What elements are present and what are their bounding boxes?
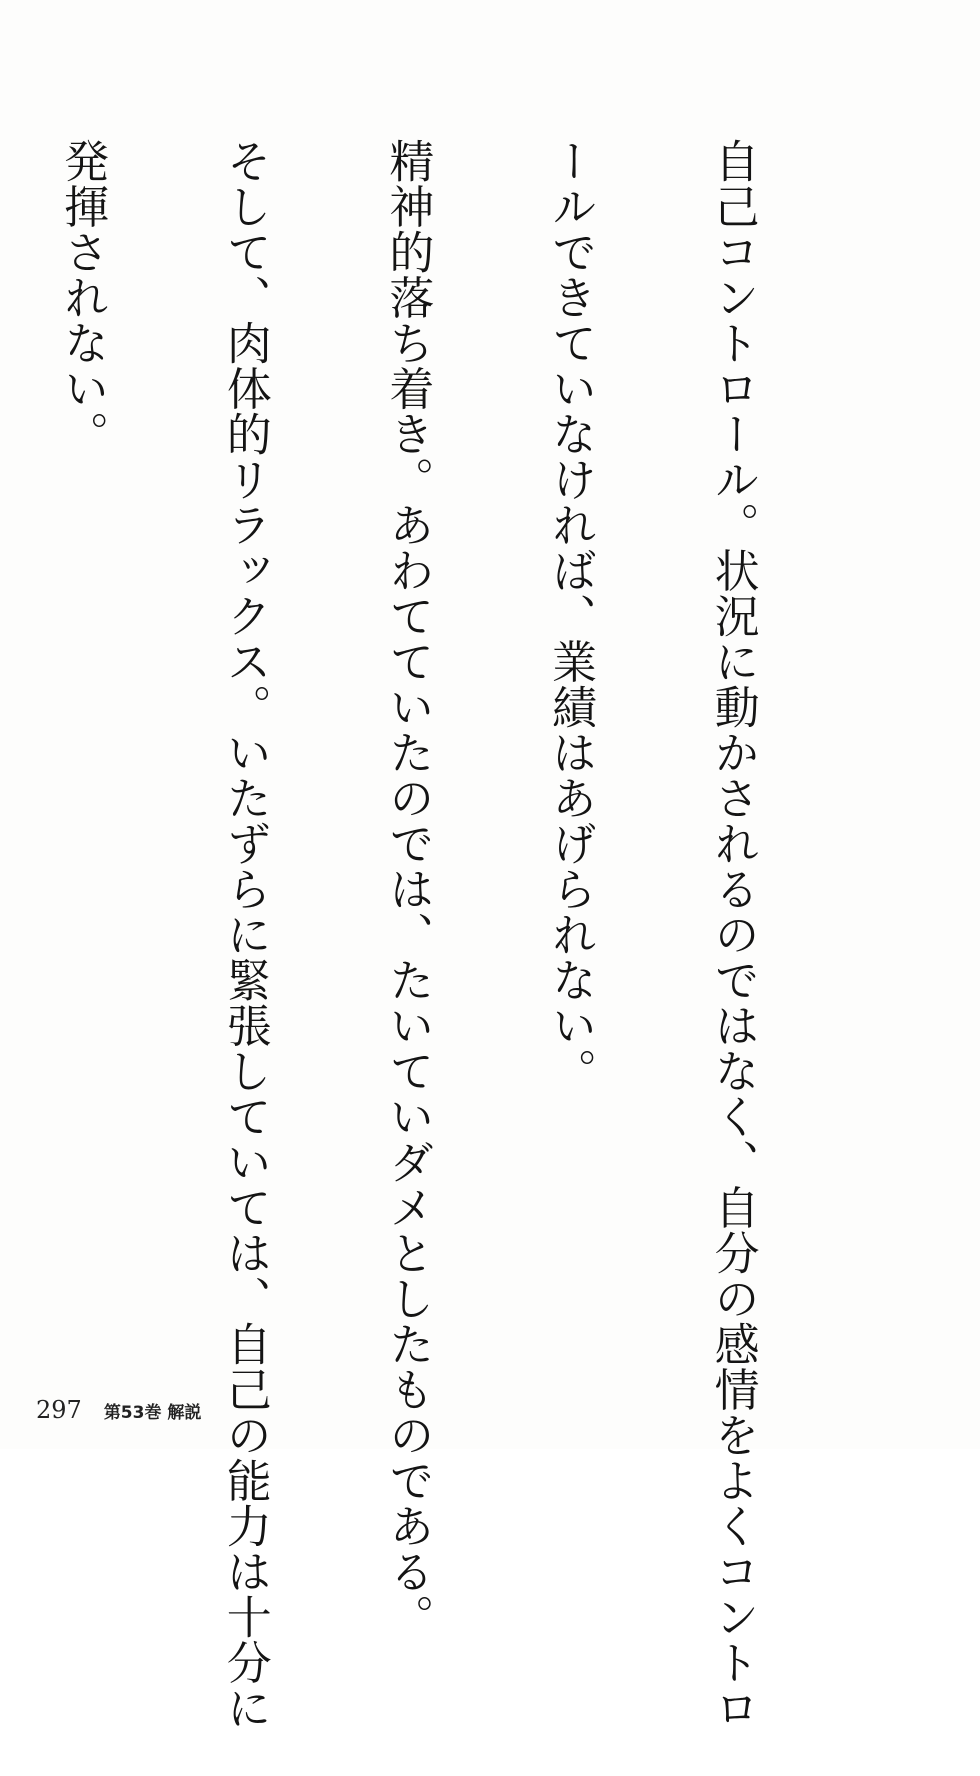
page-number: 297 (36, 1396, 82, 1424)
text-line: そして、肉体的リラックス。いたずらに緊張していては、自己の能力は十分に (218, 138, 272, 1731)
text-line: 発揮されない。 (56, 138, 110, 457)
text-line: ールできていなければ、業績はあげられない。 (543, 138, 597, 1094)
page-footer (36, 1396, 201, 1430)
text-line: 自己コントロール。状況に動かされるのではなく、自分の感情をよくコントロ (706, 138, 760, 1731)
text-line: 精神的落ち着き。あわてていたのでは、たいていダメとしたものである。 (381, 138, 435, 1640)
running-head: 第53巻 解説 (103, 1403, 202, 1423)
